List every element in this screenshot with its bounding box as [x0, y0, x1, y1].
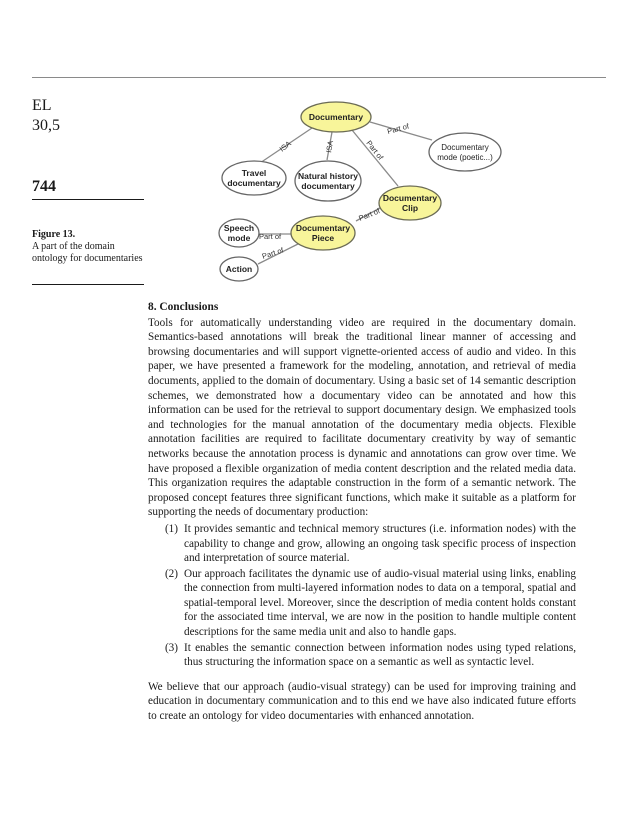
node-clip-line1: Documentary — [382, 193, 438, 203]
list-item — [148, 641, 576, 670]
node-documentary-clip — [379, 186, 441, 220]
node-travel-line2: documentary — [227, 178, 281, 188]
list-item-number: (2) — [164, 567, 178, 580]
list-item-text: It provides semantic and technical memory structures (i.e. information nodes) with the capability to change and grow, allowing an ongoing task specific process of inspection and interpretation of source material. — [184, 522, 576, 565]
node-documentary — [301, 102, 371, 132]
list-item — [148, 522, 576, 566]
node-action-label: Action — [225, 264, 253, 274]
edge-label-partof-action: Part of — [260, 245, 285, 261]
node-mode-line2: mode (poetic...) — [437, 153, 493, 162]
edge-label-isa-2: ISA — [324, 139, 336, 154]
main-text — [148, 300, 576, 724]
node-speech-line2: mode — [227, 233, 251, 243]
ontology-diagram — [0, 0, 638, 300]
edge-label-isa-1: ISA — [277, 139, 293, 154]
edge-label-partof-mode: Part of — [386, 121, 410, 136]
node-piece-line2: Piece — [311, 233, 335, 243]
node-action — [220, 257, 258, 281]
paragraph-1: Tools for automatically understanding video are required in the documentary domain. Semantics-based annotations will break the traditional linear manner of accessing and browsing documentaries and will support vignette-oriented access of audio and video. In this paper, we have presented a framework for the modeling, annotation, and retrieval of media documents, applied to the domain of documentary. Using a basic set of 14 semantic description schemes, we demonstrated how a documentary video can be annotated and how this information can be used for the retrieval to support documentary design. We emphasized tools and technologies for the manual annotation of the documentary media objects. Flexible annotation facilities are required to facilitate documentary creativity by way of semantic networks because the annotation process is dynamic and annotations can grow over time. We have proposed a flexible organization of media content description and the related media data. This organization requires the adaptable construction in the form of a semantic network. The proposed concept features three significant functions, which make it suitable as a platform for supporting the needs of documentary production: — [148, 316, 576, 519]
numbered-list — [148, 522, 576, 670]
node-speech-mode — [219, 219, 259, 247]
volume-issue: 30,5 — [32, 117, 60, 134]
figure-caption-text: A part of the domain ontology for documentaries — [32, 241, 143, 264]
node-documentary-mode — [429, 133, 501, 171]
node-documentary-piece — [291, 216, 355, 250]
node-natural-history-documentary — [295, 161, 361, 201]
journal-abbrev: EL — [32, 97, 52, 114]
list-item — [148, 567, 576, 640]
list-item-number: (1) — [164, 522, 178, 535]
node-speech-line1: Speech — [223, 223, 255, 233]
node-documentary-label: Documentary — [308, 112, 364, 122]
paragraph-2: We believe that our approach (audio-visual strategy) can be used for improving training and education in documentary communication and to this end we have also indicated future efforts to create an ontology for video documentaries with enhanced annotation. — [148, 680, 576, 723]
edge-label-partof-clip: Part of — [364, 138, 386, 162]
node-natural-line2: documentary — [301, 181, 355, 191]
list-item-number: (3) — [164, 641, 178, 654]
node-piece-line1: Documentary — [295, 223, 351, 233]
list-item-text: It enables the semantic connection between information nodes using typed relations, thus structuring the information space on a semantic as well as syntactic level. — [184, 641, 576, 669]
edge-label-partof-speech: Part of — [259, 232, 282, 241]
node-travel-line1: Travel — [241, 168, 267, 178]
section-heading: 8. Conclusions — [148, 301, 219, 313]
node-clip-line2: Clip — [401, 203, 419, 213]
edge-label-partof-piece: Part of — [357, 206, 382, 223]
node-mode-line1: Documentary — [441, 143, 489, 152]
list-item-text: Our approach facilitates the dynamic use of audio-visual material using links, enabling the connection from multi-layered information nodes to data on a temporal, spatial and spatial-temporal level. Moreover, since the description of media content holds constant for the associated time interval, we are now in the position to handle multiple content descriptions for the same media unit and also to handle gaps. — [184, 567, 576, 639]
page-number: 744 — [32, 178, 56, 195]
node-travel-documentary — [222, 161, 286, 195]
node-natural-line1: Natural history — [298, 171, 358, 181]
figure-label: Figure 13. — [32, 229, 76, 240]
